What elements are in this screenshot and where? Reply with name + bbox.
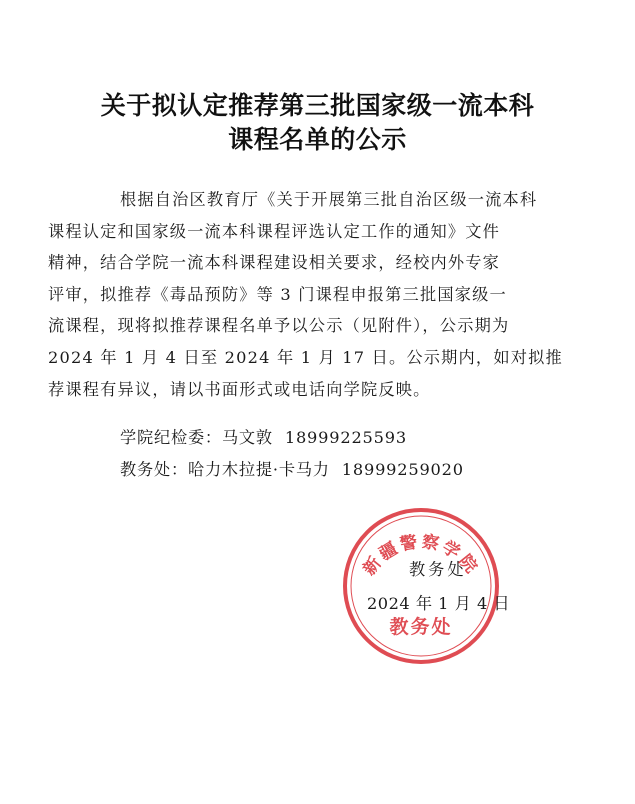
seal-inner-ring [351, 516, 491, 656]
body-line: 评审，拟推荐《毒品预防》等 3 门课程申报第三批国家级一 [48, 284, 507, 304]
body-line: 课程认定和国家级一流本科课程评选认定工作的通知》文件 [48, 221, 501, 241]
document-title-line2: 课程名单的公示 [228, 125, 407, 154]
body-line: 2024 年 1 月 4 日至 2024 年 1 月 17 日。公示期内，如对拟推 [48, 347, 563, 367]
issue-date: 2024 年 1 月 4 日 [367, 594, 511, 613]
seal-arc-text: 新疆警察学院 [359, 531, 483, 580]
contact-phone: 18999225593 [284, 428, 407, 447]
body-line: 精神，结合学院一流本科课程建设相关要求，经校内外专家 [48, 253, 501, 273]
body-line: 根据自治区教育厅《关于开展第三批自治区级一流本科 [120, 190, 538, 209]
body-line: 荐课程有异议，请以书面形式或电话向学院反映。 [48, 379, 431, 399]
contact-name: 马文敦 [221, 428, 273, 447]
body-paragraph [48, 184, 563, 405]
contact-name: 哈力木拉提·卡马力 [187, 460, 330, 479]
contact-label: 教务处： [120, 460, 188, 479]
contact-label: 学院纪检委： [120, 428, 222, 447]
seal-outer-ring [345, 510, 497, 662]
contact-phone: 18999259020 [341, 460, 464, 479]
seal-bottom-text: 教务处 [389, 616, 453, 638]
document-body [48, 184, 563, 405]
contact-academic-affairs [120, 456, 464, 480]
contact-discipline-committee [120, 424, 407, 448]
body-line: 流课程，现将拟推荐课程名单予以公示（见附件），公示期为 [48, 316, 510, 336]
document-title-line1: 关于拟认定推荐第三批国家级一流本科 [100, 91, 535, 120]
official-seal-stamp [340, 505, 502, 667]
signer-name: 教务处 [409, 560, 467, 579]
